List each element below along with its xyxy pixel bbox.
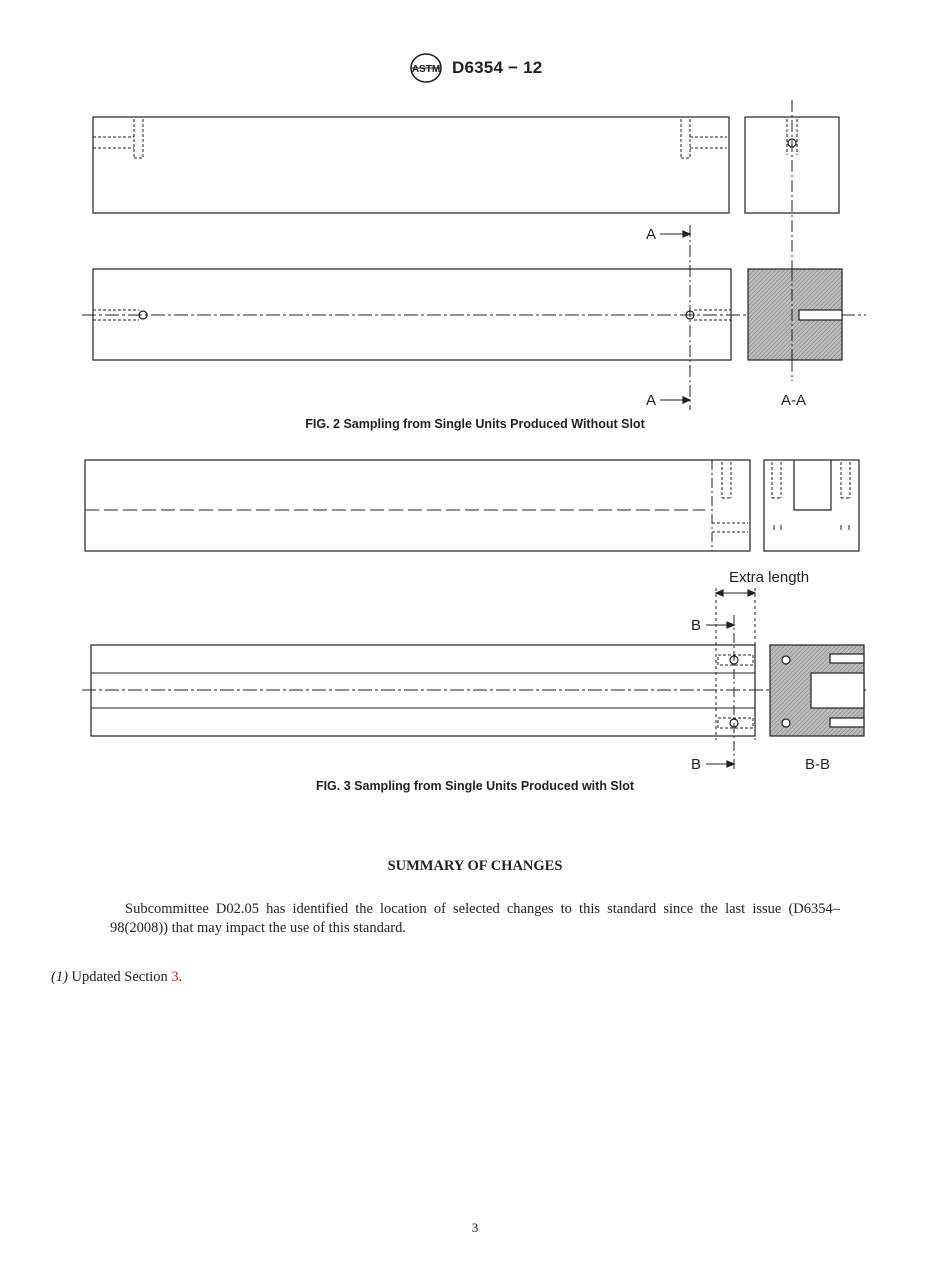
section-view-label-a-a: A-A (781, 392, 807, 409)
section-3-link[interactable]: 3 (171, 969, 179, 985)
astm-logo-icon (408, 52, 444, 84)
hidden-hole-right (681, 119, 727, 158)
section-view-label-b-b: B-B (805, 756, 831, 773)
figure-3-drawing (0, 450, 950, 780)
change-item-number: (1) (51, 969, 68, 985)
figure-2-drawing (0, 95, 950, 415)
figure-3-caption: FIG. 3 Sampling from Single Units Produced with Slot (315, 779, 635, 793)
sample-top-view (93, 117, 729, 213)
change-item-text: Updated Section (67, 969, 172, 985)
figure-2-caption: FIG. 2 Sampling from Single Units Produced Without Slot (305, 417, 645, 431)
section-label-a-top: A (646, 226, 657, 243)
change-item-end: . (178, 969, 183, 985)
summary-paragraph: Subcommittee D02.05 has identified the location of selected changes to this standard since the last issue (D6354–98(2008)) that may impact the use of this standard. (110, 901, 840, 936)
slotted-sample-top-view (85, 460, 750, 551)
summary-of-changes-title: SUMMARY OF CHANGES (387, 858, 563, 874)
extra-length-label: Extra length (729, 569, 810, 586)
svg-text:ASTM: ASTM (411, 64, 441, 75)
section-label-b-bottom: B (691, 756, 702, 773)
slotted-sample-end-view (764, 460, 859, 551)
page-header (0, 52, 950, 84)
section-label-a-bottom: A (646, 392, 657, 409)
page-number: 3 (471, 1220, 479, 1235)
section-label-b-top: B (691, 617, 702, 634)
document-id: D6354 − 12 (452, 58, 543, 77)
change-item (51, 968, 182, 987)
hidden-hole-left (93, 119, 143, 158)
